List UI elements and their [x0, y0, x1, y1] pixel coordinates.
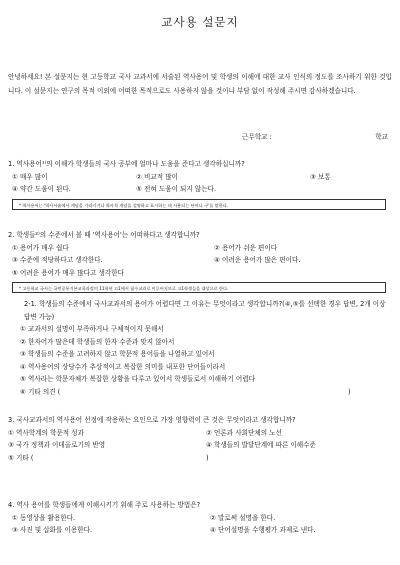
- q2-1-option-6[interactable]: ⑥ 기타 의견 (: [20, 387, 61, 396]
- q2-option-3[interactable]: ③ 수준에 적당하다고 생각한다.: [12, 256, 103, 264]
- school-suffix: 학교: [375, 133, 388, 141]
- q2-1-option-5[interactable]: ⑤ 역사라는 학문자체가 복잡한 상황을 다루고 있어서 학생들로서 이해하기 어렵다: [20, 375, 255, 383]
- q2-option-4[interactable]: ④ 어려운 용어가 많은 편이다.: [214, 256, 301, 264]
- q2-option-5[interactable]: ⑤ 어려운 용어가 매우 많다고 생각한다: [12, 268, 124, 277]
- question-2: [8, 229, 392, 279]
- q1-option-5[interactable]: ⑤ 전혀 도움이 되지 않는다.: [136, 185, 217, 193]
- q4-option-3[interactable]: ③ 사진 및 삽화를 이용한다.: [12, 526, 93, 534]
- q3-option-1[interactable]: ① 역사학계의 학문적 성과: [8, 428, 84, 437]
- question-2-text: 2. 학생들²⁾의 수준에서 볼 때 '역사용어'는 어떠하다고 생각합니까?: [8, 231, 200, 239]
- question-1: [8, 158, 392, 196]
- question-2-1: [8, 298, 392, 398]
- question-2-1-text: 2-1. 학생들의 수준에서 국사교과서의 용어가 어렵다면 그 이유는 무엇이라고 생각합니까?(④,⑤를 선택한 경우 답변, 2개 이상 답변 가능): [24, 300, 386, 321]
- question-1-text: 1. 역사용어¹⁾의 이해가 학생들의 국사 공부에 얼마나 도움을 준다고 생각하십니까?: [8, 160, 245, 168]
- q1-option-3[interactable]: ③ 보통: [310, 172, 331, 181]
- q4-option-2[interactable]: ② 말로써 설명을 한다.: [210, 513, 276, 522]
- q2-1-option-4[interactable]: ④ 역사용어의 상당수가 추상적이고 복잡한 의미를 내포한 단어들이라서: [20, 362, 226, 371]
- q2-option-1[interactable]: ① 용어가 매우 쉽다: [12, 243, 69, 252]
- q2-1-option-3[interactable]: ③ 학생들의 수준을 고려하지 않고 학문적 용어들을 나열하고 있어서: [20, 350, 215, 358]
- q2-1-option-2[interactable]: ② 한자어가 많은데 학생들의 한자 수준과 맞지 않아서: [20, 337, 175, 346]
- q2-footnote-box: * 고등학교 국사는 국민공통기본교육과정의 11학년 고1에서 필수교과로 이루어지므로 고1학생들을 대상으로 한다.: [12, 282, 386, 293]
- q3-option-3[interactable]: ③ 국가 정책과 이데올로기의 반영: [8, 441, 106, 449]
- q4-option-1[interactable]: ① 동영상을 활용한다.: [12, 513, 76, 522]
- school-label: 근무학교 :: [242, 133, 272, 141]
- q1-option-2[interactable]: ② 비교적 많이: [136, 172, 178, 181]
- q1-footnote-box: * 역사용어는 '역사서술에서 개념을 가리키거나 역사적 개념을 설명하고 표시하는 데 사용되는 단어나 구'를 말한다.: [12, 199, 386, 210]
- question-4: [8, 499, 392, 537]
- question-3-text: 3. 국사교과서의 역사용어 선정에 작용하는 요인으로 가장 영향력이 큰 것은 무엇이라고 생각합니까?: [8, 416, 296, 424]
- q1-option-4[interactable]: ④ 약간 도움이 된다.: [12, 185, 71, 193]
- q2-1-option-6-close: ): [348, 387, 351, 396]
- q1-option-1[interactable]: ① 매우 많이: [12, 172, 48, 181]
- q4-option-4[interactable]: ④ 단어설명을 수행평가 과제로 낸다.: [210, 526, 316, 534]
- question-3: [8, 414, 392, 464]
- q3-option-5[interactable]: ⑤ 기타 (: [8, 453, 34, 462]
- page-title: 교사용 설문지: [161, 15, 239, 29]
- q3-option-5-close: ): [206, 453, 209, 462]
- intro-paragraph: 안녕하세요! 본 설문지는 현 고등학교 국사 교과서에 서술된 역사용어 및 학생의 이해에 대한 교사 인식의 정도를 조사하기 위한 것입니다. 이 설문지는 연구의 목적 이외에 어떠한 목적으로도 사용하지 않을 것이니 부담 없이 작성해 주시면 감사하겠습니다.: [8, 73, 392, 95]
- question-4-text: 4. 역사 용어를 학생들에게 이해시키기 위해 주로 사용하는 방법은?: [8, 501, 201, 509]
- q2-option-2[interactable]: ② 용어가 쉬운 편이다: [214, 243, 278, 252]
- q2-1-option-1[interactable]: ① 교과서의 설명이 부족하거나 구체적이지 못해서: [20, 325, 164, 333]
- q3-option-4[interactable]: ④ 학생들의 발달단계에 따른 이해수준: [206, 441, 316, 449]
- q3-option-2[interactable]: ② 언론과 사회단체의 노선: [206, 428, 282, 437]
